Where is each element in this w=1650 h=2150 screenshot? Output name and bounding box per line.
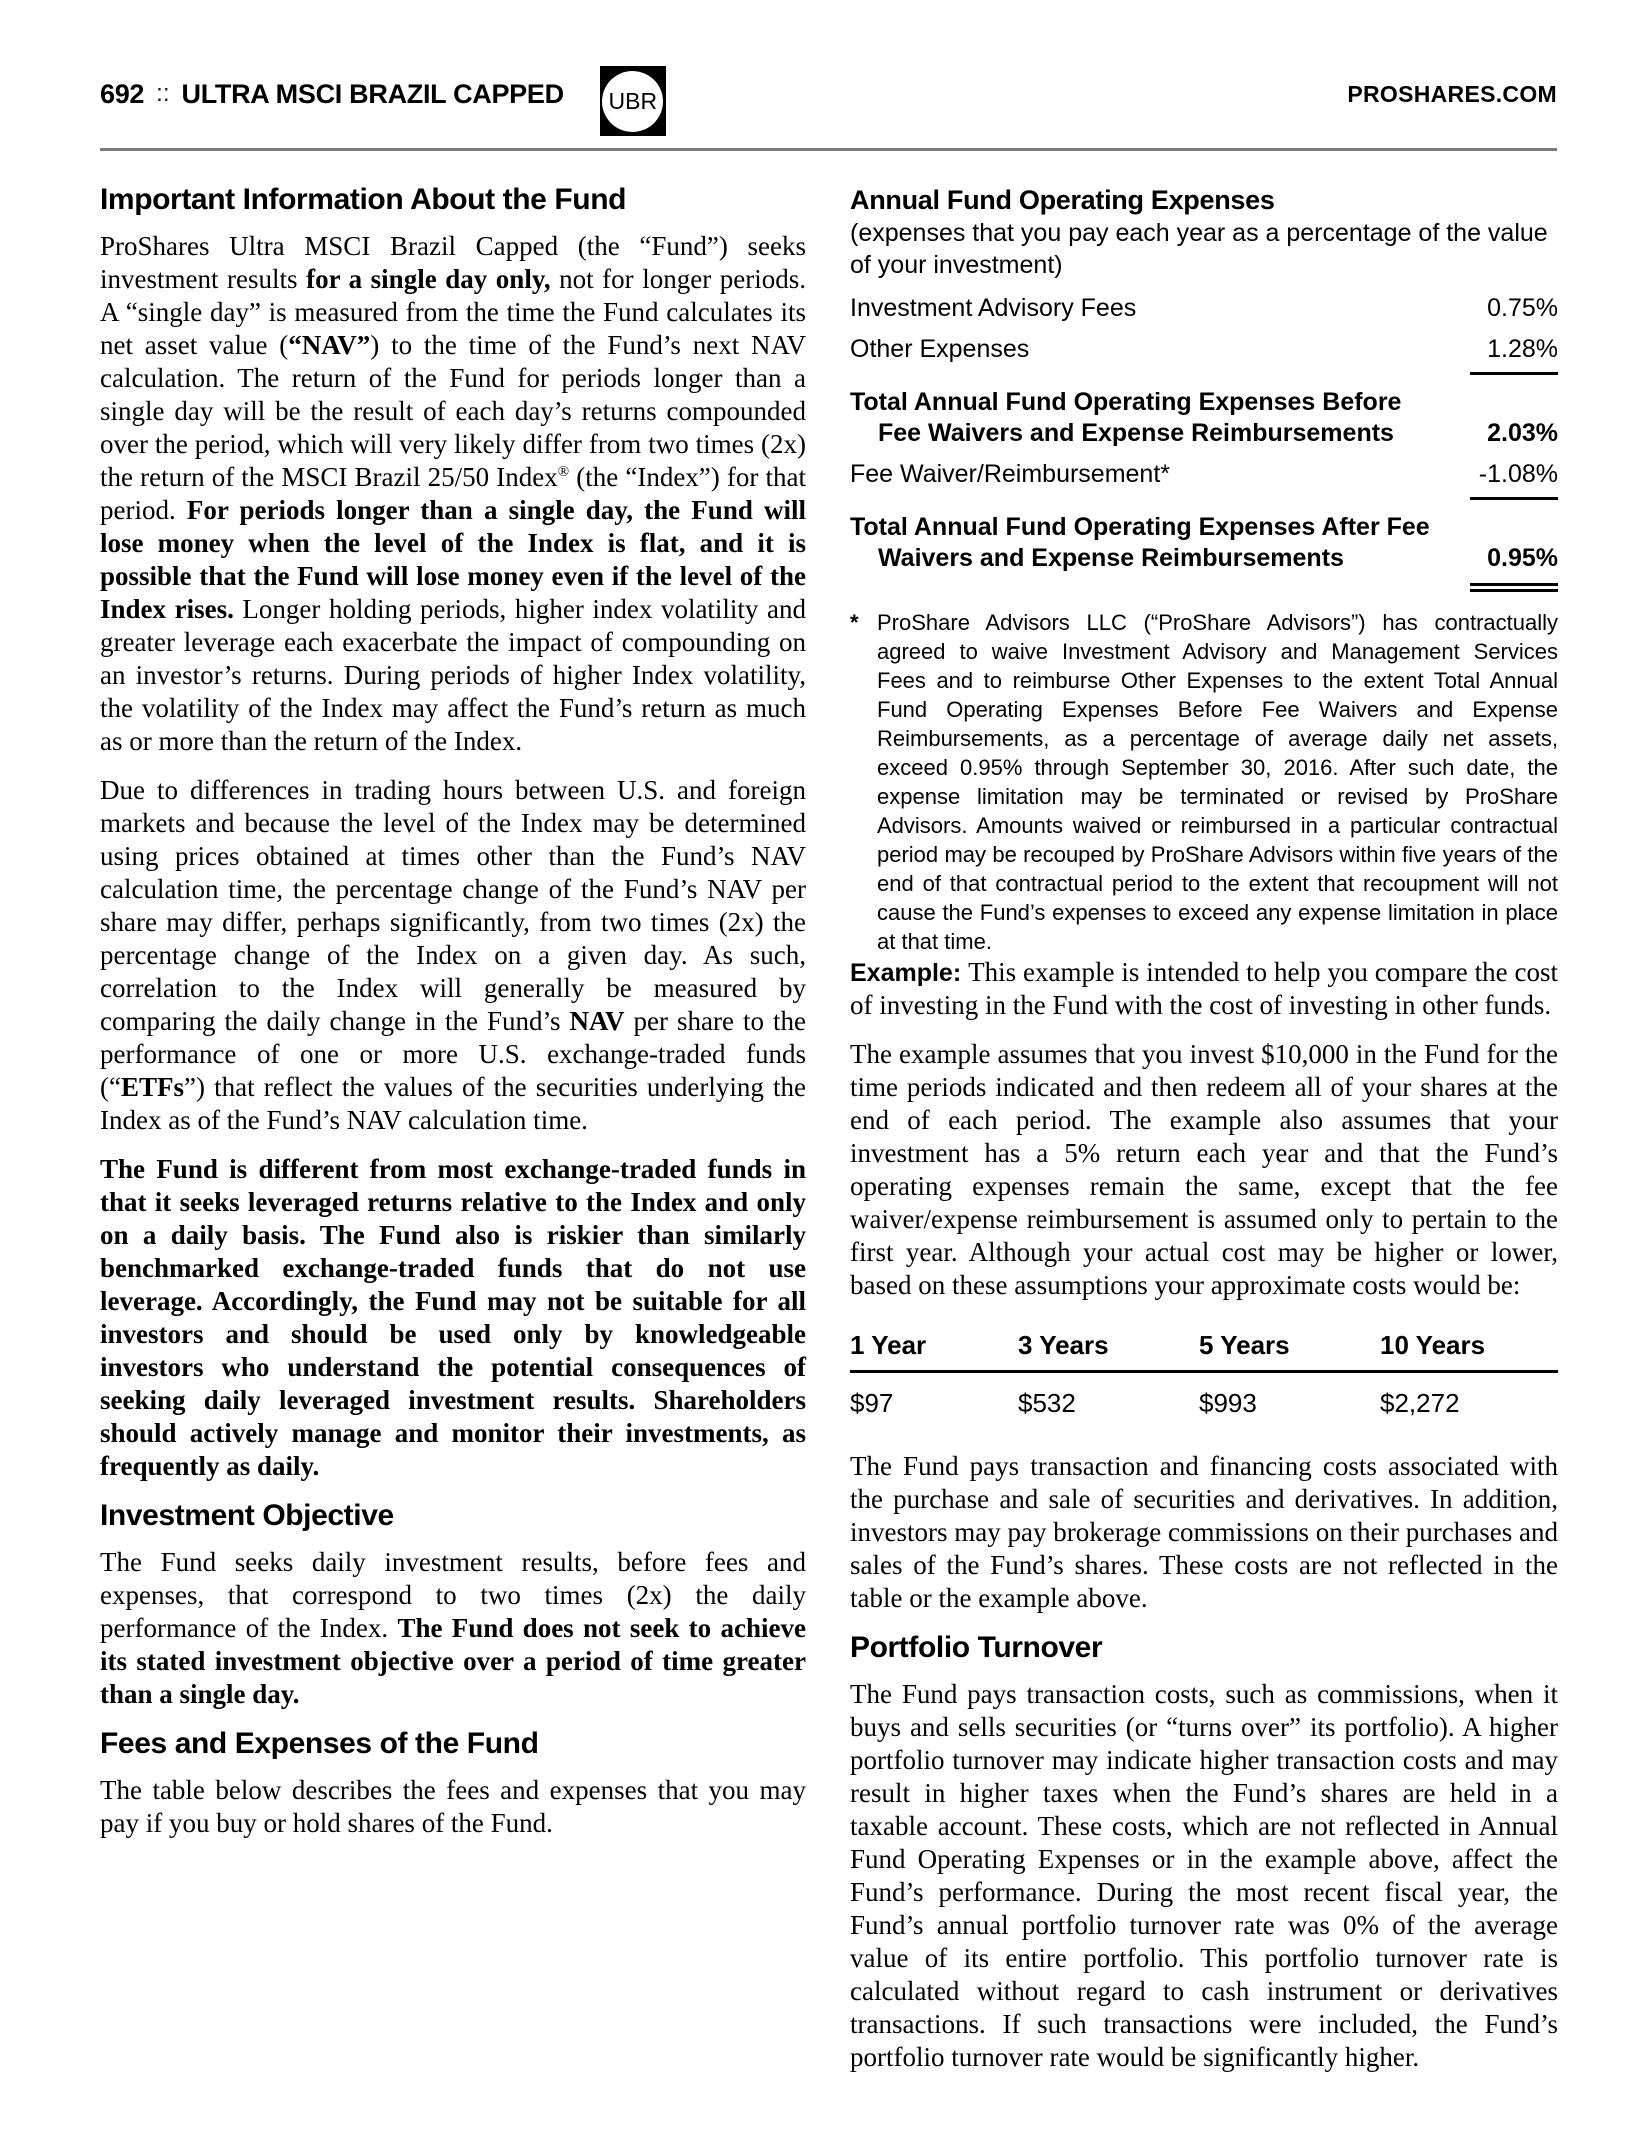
section-heading-investment-objective: Investment Objective <box>100 1499 394 1532</box>
ticker-badge-circle <box>602 71 663 132</box>
cost-value-cell: $97 <box>850 1388 894 1418</box>
header-left <box>100 52 666 136</box>
expense-row-other-expenses <box>850 334 1558 365</box>
ticker-label: UBR <box>608 87 658 114</box>
cost-header-cell: 1 Year <box>850 1330 927 1360</box>
cost-header-cell: 3 Years <box>1018 1330 1109 1360</box>
expense-row-total-before-waivers <box>850 387 1558 449</box>
paragraph-example-intro <box>850 956 1558 1022</box>
page-header <box>100 52 1557 136</box>
cost-value-cell: $532 <box>1018 1388 1076 1418</box>
left-column <box>100 183 806 1856</box>
expense-table-subtitle: (expenses that you pay each year as a percentage of the value of your investment) <box>850 219 1548 279</box>
expense-table-heading: Annual Fund Operating Expenses <box>850 185 1275 215</box>
cost-table-value-row <box>850 1373 1558 1418</box>
expense-value: 1.28% <box>1470 334 1558 365</box>
cost-value-cell: $993 <box>1199 1388 1257 1418</box>
bold-risk-statement: The Fund is different from most exchange-traded funds in that it seeks leveraged returns relative to the Index and only on a daily basis. The Fund also is riskier than similarly benchmarked exchange-traded funds that do not use leverage. Accordingly, the Fund may not be suitable for all investors and should be used only by knowledgeable investors who understand the potential consequences of seeking daily leveraged investment results. Shareholders should actively manage and monitor their investments, as frequently as daily. <box>100 1154 806 1481</box>
expense-label-line1: Total Annual Fund Operating Expenses Before <box>850 388 1402 416</box>
footnote-text: ProShare Advisors LLC (“ProShare Advisors”) has contractually agreed to waive Investment Advisory and Management Services Fees and to reimburse Other Expenses to the extent Total Annual Fund Operating Expenses Before Fee Waivers and Expense Reimbursements, as a percentage of average daily net assets, exceed 0.95% through September 30, 2016. After such date, the expense limitation may be terminated or revised by ProShare Advisors. Amounts waived or reimbursed in a particular contractual period may be recouped by ProShare Advisors within five years of the end of that contractual period to the extent that recoupment will not cause the Fund’s expenses to exceed any expense limitation in place at that time. <box>877 610 1558 954</box>
expense-label <box>850 387 1401 449</box>
ticker-badge <box>600 66 666 136</box>
expense-row-total-after-waivers <box>850 512 1558 574</box>
paragraph-portfolio-turnover: The Fund pays transaction costs, such as commissions, when it buys and sells securities (or “turns over” its portfolio). A higher portfolio turnover may indicate higher transaction costs and may result in higher taxes when the Fund’s shares are held in a taxable account. These costs, which are not reflected in Annual Fund Operating Expenses or in the example above, affect the Fund’s performance. During the most recent fiscal year, the Fund’s annual portfolio turnover rate was 0% of the average value of its entire portfolio. This portfolio turnover rate is calculated without regard to cash instrument or derivatives transactions. If such transactions were included, the Fund’s portfolio turnover rate would be significantly higher. <box>850 1679 1558 2072</box>
example-intro-text: This example is intended to help you compare the cost of investing in the Fund with the cost of investing in other funds. <box>850 957 1558 1020</box>
paragraph-important-info-1: ProShares Ultra MSCI Brazil Capped (the “Fund”) seeks investment results for a single day only, not for longer periods. A “single day” is measured from the time the Fund calculates its net asset value (“NAV”) to the time of the Fund’s next NAV calculation. The return of the Fund for periods longer than a single day will be the result of each day’s returns compounded over the period, which will very likely differ from two times (2x) the return of the MSCI Brazil 25/50 Index® (the “Index”) for that period. For periods longer than a single day, the Fund will lose money when the level of the Index is flat, and it is possible that the Fund will lose money even if the level of the Index rises. Longer holding periods, higher index volatility and greater leverage each exacerbate the impact of compounding on an investor’s returns. During periods of higher Index volatility, the volatility of the Index may affect the Fund’s return as much as or more than the return of the Index. <box>100 231 807 756</box>
expense-value: 0.75% <box>1487 294 1558 322</box>
expense-row-fee-waiver <box>850 459 1558 490</box>
paragraph-example-assumptions: The example assumes that you invest $10,000 in the Fund for the time periods indicated and then redeem all of your shares at the end of each period. The example also assumes that your investment has a 5% return each year and that the Fund’s operating expenses remain the same, except that the fee waiver/expense reimbursement is assumed only to pertain to the first year. Although your actual cost may be higher or lower, based on these assumptions your approximate costs would be: <box>850 1039 1558 1300</box>
example-label: Example: <box>850 959 962 987</box>
cost-table-header-row <box>850 1330 1558 1373</box>
right-column <box>850 183 1558 2090</box>
cost-value-cell: $2,272 <box>1380 1388 1460 1418</box>
expense-label: Other Expenses <box>850 335 1030 363</box>
header-separator: :: <box>156 80 170 107</box>
cost-header-cell: 5 Years <box>1199 1330 1290 1360</box>
paragraph-important-info-3 <box>100 1153 806 1483</box>
expense-footnote <box>850 608 1558 956</box>
expense-label-line2: Waivers and Expense Reimbursements <box>878 544 1344 572</box>
cost-example-table <box>850 1330 1558 1418</box>
expense-row-advisory-fees <box>850 293 1558 324</box>
paragraph-important-info-2: Due to differences in trading hours between U.S. and foreign markets and because the level of the Index may be determined using prices obtained at times other than the Fund’s NAV calculation time, the percentage change of the Fund’s NAV per share may differ, perhaps significantly, from two times (2x) the percentage change of the Index on a given day. As such, correlation to the Index will generally be measured by comparing the daily change in the Fund’s NAV per share to the performance of one or more U.S. exchange-traded funds (“ETFs”) that reflect the values of the securities underlying the Index as of the Fund’s NAV calculation time. <box>100 775 806 1135</box>
expense-label-line2: Fee Waivers and Expense Reimbursements <box>878 419 1394 447</box>
expense-label-line1: Total Annual Fund Operating Expenses After Fee <box>850 513 1430 541</box>
expense-label: Investment Advisory Fees <box>850 294 1137 322</box>
expense-label: Fee Waiver/Reimbursement* <box>850 460 1171 488</box>
expense-value: -1.08% <box>1470 459 1558 490</box>
expense-value: 2.03% <box>1487 419 1558 447</box>
header-divider-rule <box>100 148 1557 151</box>
section-heading-fees-expenses: Fees and Expenses of the Fund <box>100 1727 539 1760</box>
footnote-marker: * <box>850 610 859 635</box>
page-number: 692 <box>100 78 145 109</box>
expense-value: 0.95% <box>1470 543 1558 574</box>
paragraph-transaction-costs: The Fund pays transaction and financing costs associated with the purchase and sale of securities and derivatives. In addition, investors may pay brokerage commissions on their purchases and sales of the Fund’s shares. These costs are not reflected in the table or the example above. <box>850 1451 1558 1613</box>
expense-label <box>850 512 1430 574</box>
paragraph-fees-expenses: The table below describes the fees and expenses that you may pay if you buy or hold shares of the Fund. <box>100 1775 806 1838</box>
fund-title: ULTRA MSCI BRAZIL CAPPED <box>181 78 564 109</box>
website-text: PROSHARES.COM <box>1347 80 1557 107</box>
cost-header-cell: 10 Years <box>1380 1330 1486 1360</box>
section-heading-important-info: Important Information About the Fund <box>100 183 627 216</box>
section-heading-portfolio-turnover: Portfolio Turnover <box>850 1631 1103 1664</box>
paragraph-investment-objective: The Fund seeks daily investment results, before fees and expenses, that correspond to two times (2x) the daily performance of the Index. The Fund does not seek to achieve its stated investment objective over a period of time greater than a single day. <box>100 1547 806 1709</box>
